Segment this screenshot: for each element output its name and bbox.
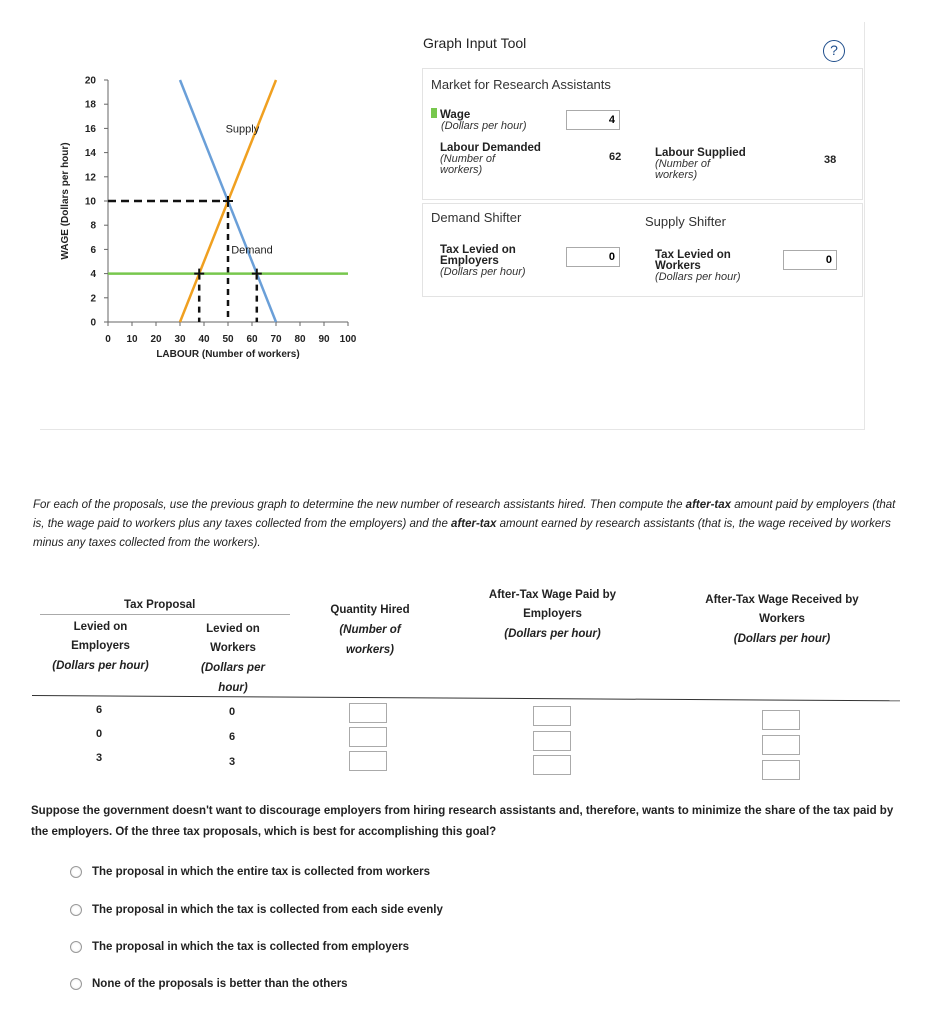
row2-received-input[interactable]	[762, 735, 800, 755]
radio-button[interactable]	[70, 904, 82, 916]
curve-label-supply: Supply	[225, 123, 260, 136]
row1-workers: 0	[228, 706, 236, 718]
y-tick-label: 18	[84, 99, 96, 111]
y-tick-label: 8	[90, 220, 96, 232]
labour-supplied-label-group	[655, 148, 746, 181]
row1-paid-input[interactable]	[533, 706, 571, 726]
y-tick-label: 14	[84, 148, 96, 160]
row1-received-input[interactable]	[762, 710, 800, 730]
col-employers-header: Levied on Employers (Dollars per hour)	[52, 621, 149, 672]
y-tick-label: 0	[90, 317, 96, 329]
market-title: Market for Research Assistants	[431, 77, 611, 92]
x-tick-label: 40	[198, 334, 210, 345]
table-header-rule	[32, 695, 900, 701]
curve-label-demand: Demand	[231, 244, 273, 257]
y-tick-label: 2	[90, 293, 96, 305]
y-axis-label: WAGE (Dollars per hour)	[60, 142, 71, 260]
col-paid-header: After-Tax Wage Paid by Employers (Dollars per hour)	[488, 589, 617, 640]
labour-supplied-value: 38	[824, 154, 837, 166]
wage-label: Wage	[440, 109, 471, 121]
x-tick-label: 30	[174, 334, 186, 345]
x-tick-label: 60	[246, 334, 258, 345]
tax-employers-unit: (Dollars per hour)	[440, 266, 526, 278]
tax-proposal-header: Tax Proposal	[124, 599, 196, 611]
radio-button[interactable]	[70, 978, 82, 990]
y-tick-label: 10	[84, 196, 96, 208]
option-workers[interactable]	[70, 866, 430, 878]
option-label: The proposal in which the entire tax is collected from workers	[92, 866, 431, 878]
tax-employers-label-2: Employers	[440, 255, 499, 267]
wage-unit: (Dollars per hour)	[441, 120, 527, 132]
tax-workers-label-1: Tax Levied on	[655, 249, 731, 261]
row2-quantity-input[interactable]	[349, 727, 387, 747]
option-label: None of the proposals is better than the others	[92, 978, 348, 990]
demand-shifter-title: Demand Shifter	[431, 210, 522, 225]
wage-label-group	[431, 108, 527, 132]
row1-quantity-input[interactable]	[349, 703, 387, 723]
tool-title: Graph Input Tool	[423, 35, 527, 51]
tax-proposal-rule	[40, 614, 290, 615]
tax-employers-input[interactable]	[566, 247, 620, 267]
row3-employers: 3	[95, 752, 103, 764]
labour-supplied-unit-2: workers)	[655, 169, 698, 181]
y-tick-label: 16	[84, 123, 96, 135]
labour-supplied-unit-1: (Number of	[655, 158, 711, 170]
tax-employers-label-group	[440, 245, 526, 278]
x-tick-label: 70	[270, 334, 282, 345]
row1-employers: 6	[95, 704, 103, 716]
option-employers[interactable]	[70, 941, 409, 953]
row3-workers: 3	[228, 756, 236, 768]
supply-demand-chart[interactable]	[48, 60, 378, 370]
labour-demanded-unit-1: (Number of	[440, 153, 496, 165]
tax-employers-label-1: Tax Levied on	[440, 244, 516, 256]
x-tick-label: 50	[222, 334, 234, 345]
row3-paid-input[interactable]	[533, 755, 571, 775]
tax-workers-unit: (Dollars per hour)	[655, 271, 741, 283]
x-tick-label: 20	[150, 334, 162, 345]
x-tick-label: 80	[294, 334, 306, 345]
x-tick-label: 90	[318, 334, 330, 345]
wage-input[interactable]	[566, 110, 620, 130]
labour-demanded-label-group	[440, 143, 541, 176]
x-tick-label: 10	[126, 334, 138, 345]
labour-supplied-label: Labour Supplied	[655, 147, 746, 159]
question-text: Suppose the government doesn't want to discourage employers from hiring research assistants and, therefore, wants to minimize the share of the tax paid by the employers. Of the three tax proposals, which is best for accomplishing this goal?	[31, 805, 894, 838]
tax-workers-label-2: Workers	[655, 260, 701, 272]
instructions-text: For each of the proposals, use the previous graph to determine the new number of research assistants hired. Then compute the after-tax amount paid by employers (that is, the wage paid to workers plus any taxes collected from the employers) and the after-tax amount earned by research assistants (that is, the wage received by workers minus any taxes collected from the workers).	[33, 499, 896, 549]
x-axis-label: LABOUR (Number of workers)	[156, 349, 300, 360]
col-received-header: After-Tax Wage Received by Workers (Dollars per hour)	[705, 594, 859, 645]
option-label: The proposal in which the tax is collected from each side evenly	[92, 904, 443, 916]
supply-shifter-title: Supply Shifter	[645, 214, 726, 229]
labour-demanded-unit-2: workers)	[440, 164, 483, 176]
row2-employers: 0	[95, 728, 103, 740]
x-tick-label: 100	[339, 334, 357, 345]
y-tick-label: 6	[90, 244, 96, 256]
col-workers-header: Levied on Workers (Dollars per hour)	[201, 623, 265, 694]
wage-legend-swatch	[431, 108, 437, 118]
y-tick-label: 20	[84, 75, 96, 87]
labour-demanded-label: Labour Demanded	[440, 142, 541, 154]
row2-paid-input[interactable]	[533, 731, 571, 751]
y-tick-label: 4	[90, 269, 96, 281]
radio-button[interactable]	[70, 866, 82, 878]
x-tick-label: 0	[105, 334, 111, 345]
tax-workers-input[interactable]	[783, 250, 837, 270]
col-quantity-header: Quantity Hired (Number of workers)	[330, 604, 410, 656]
row2-workers: 6	[228, 731, 236, 743]
tax-workers-label-group	[655, 250, 741, 283]
row3-received-input[interactable]	[762, 760, 800, 780]
market-panel	[422, 68, 863, 200]
help-icon[interactable]: ?	[823, 40, 845, 62]
radio-button[interactable]	[70, 941, 82, 953]
option-label: The proposal in which the tax is collected from employers	[92, 941, 409, 953]
shifter-panel	[422, 203, 863, 297]
y-tick-label: 12	[84, 172, 96, 184]
option-none[interactable]	[70, 978, 348, 990]
row3-quantity-input[interactable]	[349, 751, 387, 771]
option-evenly[interactable]	[70, 904, 443, 916]
labour-demanded-value: 62	[609, 151, 622, 163]
